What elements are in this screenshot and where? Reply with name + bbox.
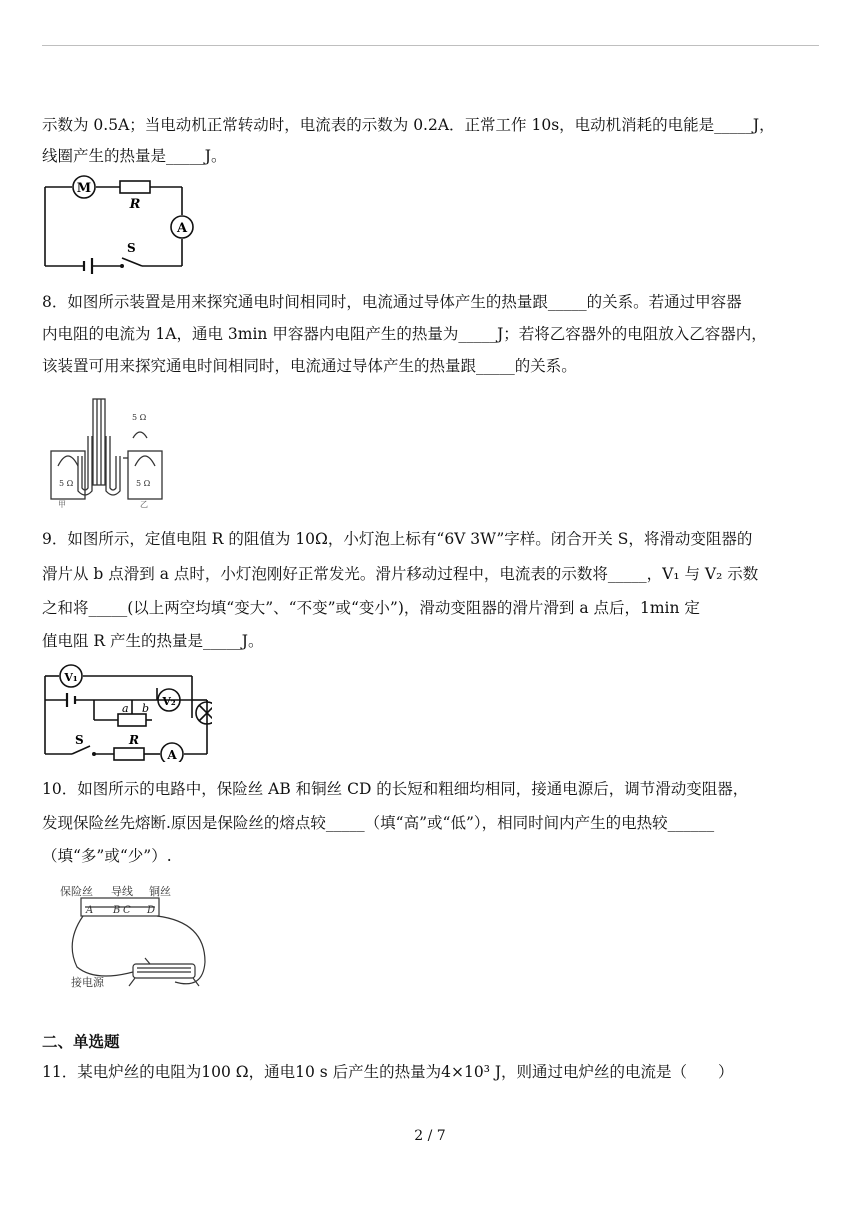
point-c-label: C [123, 905, 131, 916]
left-resistor-label: 5 Ω [59, 479, 74, 488]
motor-label: M [76, 181, 92, 196]
header-rule [42, 45, 819, 46]
q10-fuse-diagram [55, 882, 215, 994]
q9-line-3: 之和将_____(以上两空均填“变大”、“不变”或“变小”)，滑动变阻器的滑片滑到 a 点后，1min 定 [42, 599, 700, 617]
q11-line-1: 11．某电炉丝的电阻为100 Ω，通电10 s 后产生的热量为4×10³ J，则通过电炉丝的电流是（ ） [42, 1063, 734, 1081]
v1-label: V₁ [64, 671, 78, 684]
fuse-wire-label: 保险丝 [60, 885, 93, 898]
switch-contact [92, 752, 96, 756]
point-a-label: A [86, 905, 94, 916]
section-heading: 二、单选题 [42, 1033, 120, 1051]
ammeter-label: A [167, 748, 177, 762]
q9-line-1: 9．如图所示，定值电阻 R 的阻值为 10Ω，小灯泡上标有“6V 3W”字样。闭合开关 S，将滑动变阻器的 [42, 530, 753, 548]
top-resistor-label: 5 Ω [132, 413, 147, 422]
q7-circuit-diagram [42, 172, 202, 276]
q10-line-3: （填“多”或“少”）. [42, 847, 172, 865]
switch-pivot [120, 264, 124, 268]
q9-line-4: 值电阻 R 产生的热量是_____J。 [42, 632, 264, 650]
page-number: 2 / 7 [414, 1128, 446, 1144]
copper-wire-label: 铜丝 [149, 885, 171, 898]
ammeter-label: A [176, 221, 188, 236]
jar-a-label: 甲 [58, 500, 66, 508]
q8-line-2: 内电阻的电流为 1A，通电 3min 甲容器内电阻产生的热量为_____J；若将乙容器外的电阻放入乙容器内， [42, 325, 767, 343]
q10-line-2: 发现保险丝先熔断.原因是保险丝的熔点较_____（填“高”或“低”），相同时间内产生的电热较______ [42, 814, 715, 832]
q9-circuit-diagram [42, 658, 212, 762]
q7-line-2: 线圈产生的热量是_____J。 [42, 147, 227, 165]
q10-line-1: 10．如图所示的电路中，保险丝 AB 和铜丝 CD 的长短和粗细均相同，接通电源后，调节滑动变阻器， [42, 780, 749, 798]
q7-line-1: 示数为 0.5A；当电动机正常转动时，电流表的示数为 0.2A．正常工作 10s，电动机消耗的电能是_____J， [42, 116, 775, 134]
right-resistor-label: 5 Ω [136, 479, 151, 488]
power-source-label: 接电源 [71, 976, 104, 989]
switch-label: S [127, 241, 136, 255]
jar-b-label: 乙 [140, 500, 148, 508]
rheostat-point-a: a [122, 702, 129, 715]
q8-line-3: 该装置可用来探究通电时间相同时，电流通过导体产生的热量跟_____的关系。 [42, 357, 577, 375]
resistor-label: R [129, 197, 141, 212]
q8-line-1: 8．如图所示装置是用来探究通电时间相同时，电流通过导体产生的热量跟_____的关系。若通过甲容器 [42, 293, 742, 311]
q9-line-2: 滑片从 b 点滑到 a 点时，小灯泡刚好正常发光。滑片移动过程中，电流表的示数将_____，V₁ 与 V₂ 示数 [42, 565, 759, 583]
v2-label: V₂ [162, 695, 176, 708]
q8-experiment-diagram [48, 396, 168, 508]
switch-label: S [75, 733, 84, 747]
rheostat-point-b: b [142, 702, 150, 715]
point-d-label: D [147, 905, 156, 916]
wire-label: 导线 [111, 885, 133, 898]
resistor-label: R [129, 733, 139, 747]
point-b-label: B [113, 905, 121, 916]
